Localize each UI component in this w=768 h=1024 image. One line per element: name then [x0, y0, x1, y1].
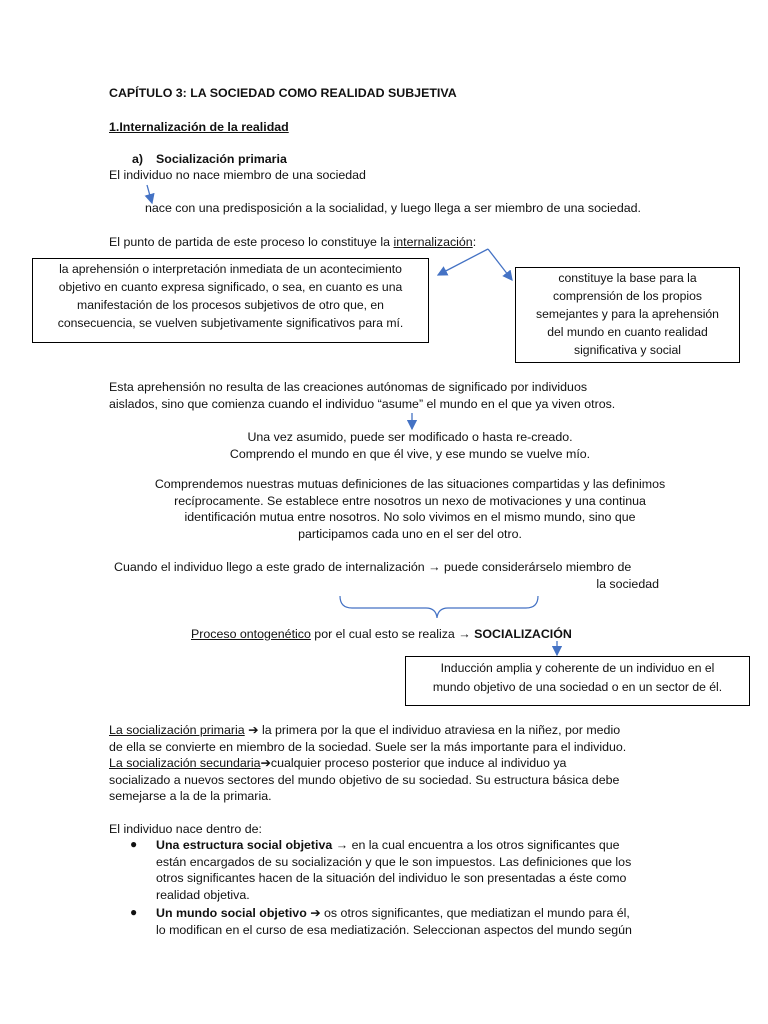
subsection-marker: a): [132, 152, 144, 166]
induccion-box: [405, 656, 750, 706]
individuo-line: El individuo no nace miembro de una sociedad: [109, 168, 366, 182]
nace-line: nace con una predisposición a la socialidad, y luego llega a ser miembro de una sociedad.: [145, 201, 641, 215]
arrow-to-left-box: [438, 249, 488, 275]
paragraph-line: participamos cada uno en el ser del otro.: [298, 526, 522, 541]
paragraph-line: [109, 755, 626, 772]
bullet-term: Un mundo social objetivo: [156, 906, 307, 920]
soc-secundaria-term: La socialización secundaria: [109, 756, 261, 770]
internalizacion-term: internalización: [393, 235, 473, 249]
subsection-title: Socialización primaria: [156, 152, 287, 166]
proceso-term: Proceso ontogenético: [191, 627, 311, 641]
box-left-line: manifestación de los procesos subjetivos de otro que, en: [77, 298, 384, 312]
asumido-paragraph: [160, 429, 660, 462]
section-heading: 1.Internalización de la realidad: [109, 120, 289, 134]
box-right-line: constituye la base para la: [558, 271, 697, 285]
paragraph-line: la sociedad: [596, 576, 659, 591]
punto-partida: [109, 234, 476, 250]
box-left-line: consecuencia, se vuelven subjetivamente significativos para mí.: [57, 316, 404, 330]
box-left-line: la aprehensión o interpretación inmediata de un acontecimiento: [59, 262, 402, 276]
paragraph-line: Comprendemos nuestras mutuas definiciones de las situaciones compartidas y las definimos: [154, 477, 666, 491]
paragraph-line: están encargados de su socialización y que le son impuestos. Las definiciones que los: [156, 854, 632, 869]
punto-suffix: :: [472, 235, 477, 249]
box-line: Inducción amplia y coherente de un individuo en el: [440, 661, 715, 675]
bullet-term: Una estructura social objetiva: [156, 838, 333, 852]
paragraph-line: Comprendo el mundo en que él vive, y ese mundo se vuelve mío.: [229, 446, 591, 461]
paragraph-line: aislados, sino que comienza cuando el individuo “asume” el mundo en el que ya viven otros.: [109, 396, 616, 411]
box-right-line: del mundo en cuanto realidad: [547, 325, 708, 339]
paragraph-line: [156, 905, 632, 922]
box-right-line: comprensión de los propios: [552, 289, 703, 303]
comprendemos-paragraph: [60, 476, 760, 542]
paragraph-line: otros significantes hacen de la situación del individuo le son presentadas a éste como: [156, 871, 627, 885]
bullet-item: [156, 837, 631, 903]
paragraph-line: recíprocamente. Se establece entre nosotros un nexo de motivaciones y una continua: [174, 493, 646, 508]
nace-dentro-line: El individuo nace dentro de:: [109, 822, 262, 836]
punto-prefix: El punto de partida de este proceso lo constituye la: [109, 235, 394, 249]
bullet-icon: ●: [130, 905, 138, 919]
aprehension-paragraph: [109, 379, 615, 412]
definition-box-right: [515, 267, 740, 363]
socializacion-term: SOCIALIZACIÓN: [474, 627, 572, 641]
box-right-line: semejantes y para la aprehensión: [536, 307, 719, 321]
bullet-rest: → en la cual encuentra a los otros significantes que: [332, 838, 620, 852]
bullet-item: [156, 905, 632, 938]
soc-primaria-term: La socialización primaria: [109, 723, 245, 737]
paragraph-line: identificación mutua entre nosotros. No solo vivimos en el mismo mundo, sino que: [184, 510, 636, 524]
cuando-paragraph: [114, 559, 659, 592]
paragraph-line: socializado a nuevos sectores del mundo objetivo de su sociedad. Su estructura básica debe: [109, 772, 620, 787]
paragraph-line: de ella se convierte en miembro de la sociedad. Suele ser la más importante para el individuo.: [109, 739, 627, 754]
soc-primaria-rest: la primera por la que el individuo atraviesa en la niñez, por medio: [258, 723, 621, 737]
paragraph-line: realidad objetiva.: [156, 887, 250, 902]
definition-box-left: [32, 258, 429, 343]
paragraph-line: Esta aprehensión no resulta de las creaciones autónomas de significado por individuos: [109, 380, 588, 394]
paragraph-line: lo modifican en el curso de esa mediatización. Seleccionan aspectos del mundo según: [156, 922, 632, 937]
paragraph-line: Una vez asumido, puede ser modificado o hasta re-creado.: [247, 430, 573, 444]
proceso-line: [191, 626, 572, 642]
paragraph-line: [109, 722, 626, 739]
arrow-glyph: ➔: [260, 756, 271, 770]
box-left-line: objetivo en cuanto expresa significado, o sea, en cuanto es una: [58, 280, 403, 294]
paragraph-line: [156, 837, 631, 854]
arrow-glyph: ➔: [244, 723, 259, 737]
socializacion-paragraph: [109, 722, 626, 805]
bullet-icon: ●: [130, 837, 138, 851]
paragraph-line: semejarse a la de la primaria.: [109, 789, 272, 803]
brace: [340, 596, 538, 618]
box-line: mundo objetivo de una sociedad o en un sector de él.: [432, 680, 723, 694]
proceso-rest: por el cual esto se realiza →: [310, 627, 475, 641]
bullet-rest: ➔ os otros significantes, que mediatizan el mundo para él,: [306, 906, 630, 920]
box-right-line: significativa y social: [573, 343, 682, 357]
paragraph-line: Cuando el individuo llego a este grado de internalización → puede considerárselo miembro de: [114, 560, 632, 574]
arrow-to-right-box: [488, 249, 512, 280]
chapter-title: CAPÍTULO 3: LA SOCIEDAD COMO REALIDAD SUBJETIVA: [109, 86, 457, 100]
soc-secundaria-rest: cualquier proceso posterior que induce al individuo ya: [270, 756, 567, 770]
